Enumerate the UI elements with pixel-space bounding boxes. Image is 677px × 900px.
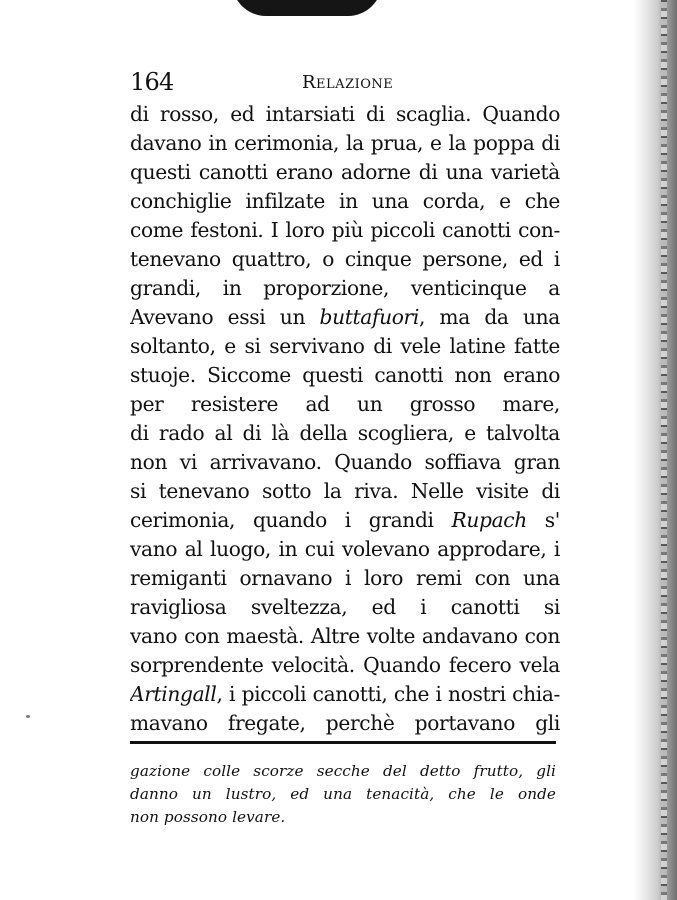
running-head: Relazione xyxy=(302,72,394,93)
text-line-16: vano al luogo, in cui volevano approdare, i xyxy=(130,537,560,561)
text-line-13: non vi arrivavano. Quando soffiava gran xyxy=(130,450,560,474)
text-line-12: di rado al di là della scogliera, e talvolta xyxy=(130,421,560,445)
italic-term-buttafuori: buttafuori xyxy=(319,305,419,329)
text-line-14: si tenevano sotto la riva. Nelle visite di xyxy=(130,479,560,503)
text-line-4: conchiglie infilzate in una corda, e che xyxy=(130,189,560,213)
text-line-5: come festoni. I loro più piccoli canotti con- xyxy=(130,218,560,242)
text-line-1: di rosso, ed intarsiati di scaglia. Quando xyxy=(130,102,560,126)
footnote-line-2: danno un lustro, ed una tenacità, che le onde xyxy=(130,785,556,803)
italic-place-artingall: Artingall xyxy=(130,682,217,706)
text-line-2: davano in cerimonia, la prua, e la poppa di xyxy=(130,131,560,155)
margin-speck xyxy=(26,715,30,718)
footnote-rule xyxy=(130,741,556,744)
text-line-21: Artingall, i piccoli canotti, che i nostri chia- xyxy=(130,682,560,706)
text-line-6: tenevano quattro, o cinque persone, ed i xyxy=(130,247,560,271)
text-line-10: stuoje. Siccome questi canotti non erano xyxy=(130,363,560,387)
text-line-7: grandi, in proporzione, venticinque a xyxy=(130,276,560,300)
text-line-8: Avevano essi un buttafuori, ma da una xyxy=(130,305,560,329)
page-number: 164 xyxy=(130,68,174,96)
top-ink-smudge xyxy=(232,0,382,16)
text-line-17: remiganti ornavano i loro remi con una xyxy=(130,566,560,590)
footnote-line-1: gazione colle scorze secche del detto frutto, gli xyxy=(130,762,556,780)
text-line-15: cerimonia, quando i grandi Rupach s' xyxy=(130,508,560,532)
text-line-20: sorprendente velocità. Quando fecero vela xyxy=(130,653,560,677)
text-line-22: mavano fregate, perchè portavano gli xyxy=(130,711,560,735)
italic-term-rupach: Rupach xyxy=(451,508,527,532)
text-line-19: vano con maestà. Altre volte andavano con xyxy=(130,624,560,648)
body-text xyxy=(130,100,560,738)
text-line-9: soltanto, e si servivano di vele latine fatte xyxy=(130,334,560,358)
text-line-18: ravigliosa sveltezza, ed i canotti si xyxy=(130,595,560,619)
page-edge-shadow xyxy=(633,0,677,900)
footnote-line-3: non possono levare. xyxy=(130,808,286,826)
text-line-11: per resistere ad un grosso mare, xyxy=(130,392,560,416)
footnote xyxy=(130,760,556,829)
text-line-3: questi canotti erano adorne di una varietà xyxy=(130,160,560,184)
